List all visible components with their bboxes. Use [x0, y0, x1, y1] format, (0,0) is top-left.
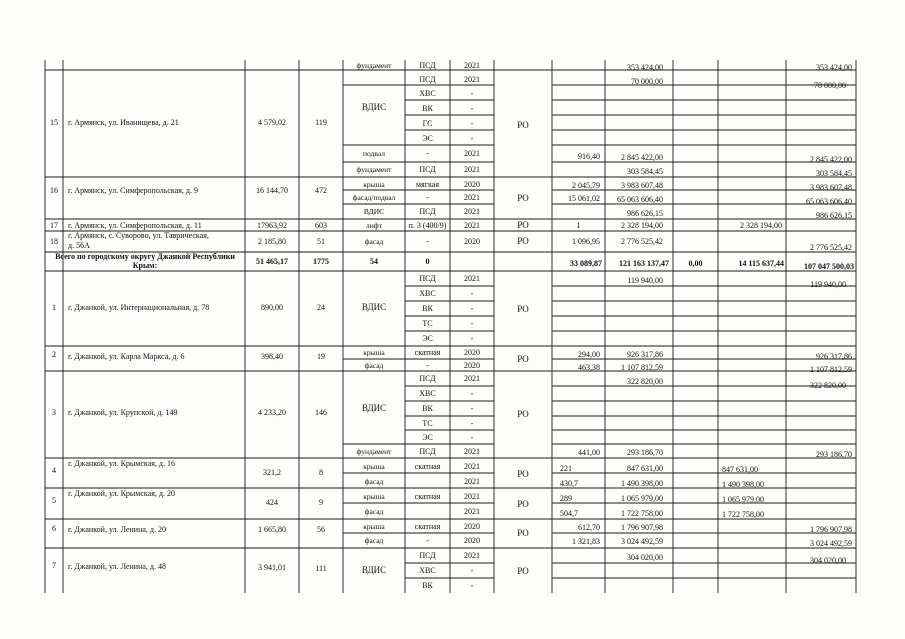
volume-cell: 1 — [576, 221, 581, 230]
cost-cell: 1 490 398,00 — [621, 479, 663, 488]
residents-cell: 603 — [315, 221, 327, 230]
fund-cell: 353 424,00 — [816, 63, 852, 72]
total-label: Всего по городскому округу Джанкой Республики — [55, 252, 235, 261]
element-cell: ВДИС — [363, 207, 385, 216]
address-cell: г. Армянск, ул. Симферопольская, д. 11 — [68, 221, 202, 230]
year-cell: 2021 — [464, 193, 480, 202]
type-cell: - — [426, 361, 429, 370]
row-number: 4 — [52, 466, 56, 475]
year-cell: 2021 — [464, 75, 480, 84]
area-cell: 321,2 — [263, 468, 281, 477]
status-cell: РО — [517, 409, 529, 419]
volume-cell: 2 045,79 — [572, 181, 600, 190]
row-number: 5 — [52, 496, 56, 505]
type-cell: ГС — [422, 119, 433, 128]
total-fund: 107 047 500,03 — [804, 262, 854, 271]
cost-cell: 3 983 607,48 — [621, 181, 663, 190]
cost-cell: 353 424,00 — [627, 63, 663, 72]
total-volume: 33 089,87 — [570, 259, 602, 268]
volume-cell: 1 096,95 — [572, 237, 600, 246]
regional-cell: 1 722 758,00 — [722, 510, 764, 519]
element-cell: подвал — [363, 149, 385, 158]
type-cell: ХВС — [419, 389, 436, 398]
type-cell: ТС — [422, 419, 433, 428]
type-cell: - — [426, 237, 429, 246]
year-cell: 2021 — [464, 274, 480, 283]
status-cell: РО — [517, 528, 529, 538]
area-cell: 4 579,02 — [258, 118, 286, 127]
type-cell: ЭС — [422, 334, 433, 343]
status-cell: РО — [517, 566, 529, 576]
type-cell: - — [426, 536, 429, 545]
year-cell: - — [470, 89, 474, 98]
total-cost: 121 163 137,47 — [619, 259, 669, 268]
row-number: 18 — [50, 237, 58, 246]
year-cell: 2021 — [464, 477, 480, 486]
address-cell: г. Джанкой, ул. Ленина, д. 20 — [68, 525, 166, 534]
type-cell: ХВС — [419, 289, 436, 298]
address-cell: г. Джанкой, ул. Крупской, д. 149 — [68, 408, 178, 417]
residents-cell: 56 — [317, 525, 325, 534]
status-cell: РО — [517, 120, 529, 130]
volume-cell: 441,00 — [578, 448, 600, 457]
element-cell: фасад — [364, 536, 384, 545]
year-cell: - — [470, 404, 474, 413]
cost-cell: 1 107 812,59 — [621, 363, 663, 372]
year-cell: - — [470, 389, 474, 398]
volume-cell: 15 061,02 — [568, 194, 600, 203]
cost-cell: 2 776 525,42 — [621, 237, 663, 246]
type-cell: скатная — [414, 492, 441, 501]
element-cell: фундамент — [356, 61, 392, 70]
residents-cell: 9 — [319, 498, 323, 507]
address-cell: г. Армянск, ул. Симферопольская, д. 9 — [68, 186, 198, 195]
type-cell: ВК — [422, 304, 433, 313]
residents-cell: 19 — [317, 352, 325, 361]
element-cell: фасад — [364, 237, 384, 246]
element-cell: ВДИС — [361, 565, 387, 575]
type-cell: скатная — [414, 462, 441, 471]
area-cell: 16 144,70 — [256, 186, 288, 195]
fund-cell: 2 845 422,00 — [810, 155, 852, 164]
cost-cell: 303 584,45 — [627, 167, 663, 176]
address-cell: г. Армянск, ул. Иванищева, д. 21 — [68, 118, 179, 127]
element-cell: ВДИС — [361, 403, 387, 413]
type-cell: ПСД — [419, 551, 436, 560]
total-zero: 0 — [425, 257, 430, 266]
element-cell: крыша — [363, 348, 385, 357]
total-federal: 0,00 — [688, 259, 703, 268]
element-cell: лифт — [366, 221, 382, 230]
type-cell: ПСД — [419, 374, 436, 383]
residents-cell: 51 — [317, 237, 325, 246]
area-cell: 4 233,20 — [258, 408, 286, 417]
area-cell: 3 941,01 — [258, 563, 286, 572]
fund-cell: 3 024 492,59 — [810, 539, 852, 548]
type-cell: ВК — [422, 104, 433, 113]
row-number: 1 — [52, 303, 56, 312]
row-number: 15 — [50, 118, 58, 127]
area-cell: 1 665,80 — [258, 525, 286, 534]
residents-cell: 8 — [319, 468, 323, 477]
year-cell: 2020 — [464, 361, 480, 370]
total-residents: 1775 — [313, 257, 329, 266]
year-cell: - — [470, 419, 474, 428]
fund-cell: 926 317,86 — [816, 352, 852, 361]
type-cell: ВК — [422, 581, 433, 590]
element-cell: фасад — [364, 361, 384, 370]
cost-cell: 322 820,00 — [627, 377, 663, 386]
year-cell: - — [470, 304, 474, 313]
residents-cell: 111 — [315, 564, 327, 573]
fund-cell: 1 796 907,98 — [810, 525, 852, 534]
address-cell: д. 56А — [68, 241, 90, 250]
year-cell: 2021 — [464, 149, 480, 158]
address-cell: г. Джанкой, ул. Крымская, д. 20 — [68, 489, 175, 498]
regional-cell: 2 328 194,00 — [740, 221, 782, 230]
area-cell: 890,00 — [261, 303, 283, 312]
type-cell: ТС — [422, 319, 433, 328]
cost-cell: 926 317,86 — [627, 350, 663, 359]
total-count: 54 — [370, 257, 378, 266]
fund-cell: 986 626,15 — [816, 211, 852, 220]
fund-cell: 2 776 525,42 — [810, 243, 852, 252]
fund-cell: 293 186,70 — [816, 450, 852, 459]
fund-cell: 1 107 812,59 — [810, 365, 852, 374]
status-cell: РО — [517, 469, 529, 479]
area-cell: 2 185,80 — [258, 237, 286, 246]
year-cell: 2020 — [464, 180, 480, 189]
total-regional: 14 115 637,44 — [738, 259, 784, 268]
year-cell: 2021 — [464, 374, 480, 383]
volume-cell: 221 — [560, 464, 572, 473]
year-cell: 2020 — [464, 536, 480, 545]
type-cell: - — [426, 149, 429, 158]
type-cell: ЭС — [422, 433, 433, 442]
element-cell: фундамент — [356, 447, 392, 456]
year-cell: - — [470, 104, 474, 113]
year-cell: 2021 — [464, 165, 480, 174]
cost-cell: 3 024 492,59 — [621, 537, 663, 546]
cost-cell: 1 722 758,00 — [621, 509, 663, 518]
element-cell: фундамент — [356, 165, 392, 174]
residents-cell: 119 — [315, 118, 327, 127]
year-cell: - — [470, 334, 474, 343]
year-cell: 2021 — [464, 221, 480, 230]
year-cell: 2021 — [464, 447, 480, 456]
volume-cell: 294,00 — [578, 350, 600, 359]
cost-cell: 2 845 422,00 — [621, 153, 663, 162]
volume-cell: 916,40 — [578, 152, 600, 161]
type-cell: скатная — [414, 522, 441, 531]
type-cell: ПСД — [419, 207, 436, 216]
volume-cell: 289 — [560, 494, 572, 503]
type-cell: скатная — [414, 348, 441, 357]
address-cell: г. Армянск, с. Суворово, ул. Таврическая, — [68, 231, 209, 240]
year-cell: - — [470, 566, 474, 575]
regional-cell: 1 490 398,00 — [722, 480, 764, 489]
cost-cell: 70 000,00 — [631, 77, 663, 86]
row-number: 17 — [50, 221, 58, 230]
year-cell: 2020 — [464, 348, 480, 357]
residents-cell: 24 — [317, 303, 325, 312]
status-cell: РО — [517, 304, 529, 314]
type-cell: ПСД — [419, 75, 436, 84]
area-cell: 398,40 — [261, 352, 283, 361]
type-cell: ХВС — [419, 566, 436, 575]
volume-cell: 1 321,83 — [572, 537, 600, 546]
element-cell: фасад/подвал — [352, 193, 396, 202]
type-cell: ПСД — [419, 61, 436, 70]
row-number: 3 — [52, 408, 56, 417]
fund-cell: 322 820,00 — [810, 381, 846, 390]
element-cell: крыша — [363, 180, 385, 189]
type-cell: ПСД — [419, 274, 436, 283]
fund-cell: 119 940,00 — [810, 280, 846, 289]
residents-cell: 472 — [315, 186, 327, 195]
area-cell: 424 — [266, 498, 278, 507]
row-number: 2 — [52, 350, 56, 359]
element-cell: фасад — [364, 507, 384, 516]
address-cell: г. Джанкой, ул. Карла Маркса, д. 6 — [68, 352, 185, 361]
row-number: 7 — [52, 561, 56, 570]
element-cell: ВДИС — [361, 102, 387, 112]
element-cell: ВДИС — [361, 302, 387, 312]
volume-cell: 430,7 — [560, 479, 578, 488]
status-cell: РО — [517, 354, 529, 364]
year-cell: - — [470, 319, 474, 328]
year-cell: - — [470, 119, 474, 128]
year-cell: 2021 — [464, 462, 480, 471]
fund-cell: 65 063 606,40 — [806, 197, 852, 206]
cost-cell: 847 631,00 — [627, 464, 663, 473]
cost-cell: 304 020,00 — [627, 553, 663, 562]
type-cell: ЭС — [422, 134, 433, 143]
fund-cell: 303 584,45 — [816, 169, 852, 178]
fund-cell: 70 000,00 — [814, 81, 846, 90]
cost-cell: 986 626,15 — [627, 209, 663, 218]
status-cell: РО — [517, 499, 529, 509]
status-cell: РО — [517, 220, 529, 230]
status-cell: РО — [517, 236, 529, 246]
element-cell: крыша — [363, 492, 385, 501]
element-cell: крыша — [363, 462, 385, 471]
year-cell: - — [470, 289, 474, 298]
status-cell: РО — [517, 193, 529, 203]
year-cell: 2021 — [464, 207, 480, 216]
cost-cell: 2 328 194,00 — [621, 221, 663, 230]
year-cell: 2021 — [464, 61, 480, 70]
type-cell: ПСД — [419, 165, 436, 174]
address-cell: г. Джанкой, ул. Крымская, д. 16 — [68, 459, 175, 468]
year-cell: - — [470, 134, 474, 143]
year-cell: 2021 — [464, 492, 480, 501]
residents-cell: 146 — [315, 408, 327, 417]
type-cell: п. 3 (400/9) — [408, 221, 447, 230]
fund-cell: 304 020,00 — [810, 556, 846, 565]
address-cell: г. Джанкой, ул. Интернациональная, д. 78 — [68, 303, 210, 312]
type-cell: ПСД — [419, 447, 436, 456]
cost-cell: 119 940,00 — [627, 276, 663, 285]
cost-cell: 65 063 606,40 — [617, 195, 663, 204]
type-cell: мягкая — [415, 180, 440, 189]
type-cell: ВК — [422, 404, 433, 413]
year-cell: 2020 — [464, 522, 480, 531]
year-cell: - — [470, 433, 474, 442]
element-cell: крыша — [363, 522, 385, 531]
volume-cell: 463,38 — [578, 363, 600, 372]
volume-cell: 612,70 — [578, 523, 600, 532]
year-cell: 2020 — [464, 237, 480, 246]
cost-cell: 1 796 907,98 — [621, 523, 663, 532]
type-cell: ХВС — [419, 89, 436, 98]
total-area: 51 465,17 — [256, 257, 288, 266]
year-cell: 2021 — [464, 507, 480, 516]
row-number: 16 — [50, 186, 58, 195]
year-cell: - — [470, 581, 474, 590]
regional-cell: 847 631,00 — [722, 465, 758, 474]
cost-cell: 1 065 979,00 — [621, 494, 663, 503]
cost-cell: 293 186,70 — [627, 448, 663, 457]
address-cell: г. Джанкой, ул. Ленина, д. 48 — [68, 562, 166, 571]
total-label: Крым: — [132, 261, 158, 270]
volume-cell: 504,7 — [560, 509, 578, 518]
fund-cell: 3 983 607,48 — [810, 183, 852, 192]
row-number: 6 — [52, 524, 56, 533]
area-cell: 17963,92 — [257, 221, 287, 230]
element-cell: фасад — [364, 477, 384, 486]
type-cell: - — [426, 193, 429, 202]
year-cell: 2021 — [464, 551, 480, 560]
regional-cell: 1 065 979,00 — [722, 495, 764, 504]
